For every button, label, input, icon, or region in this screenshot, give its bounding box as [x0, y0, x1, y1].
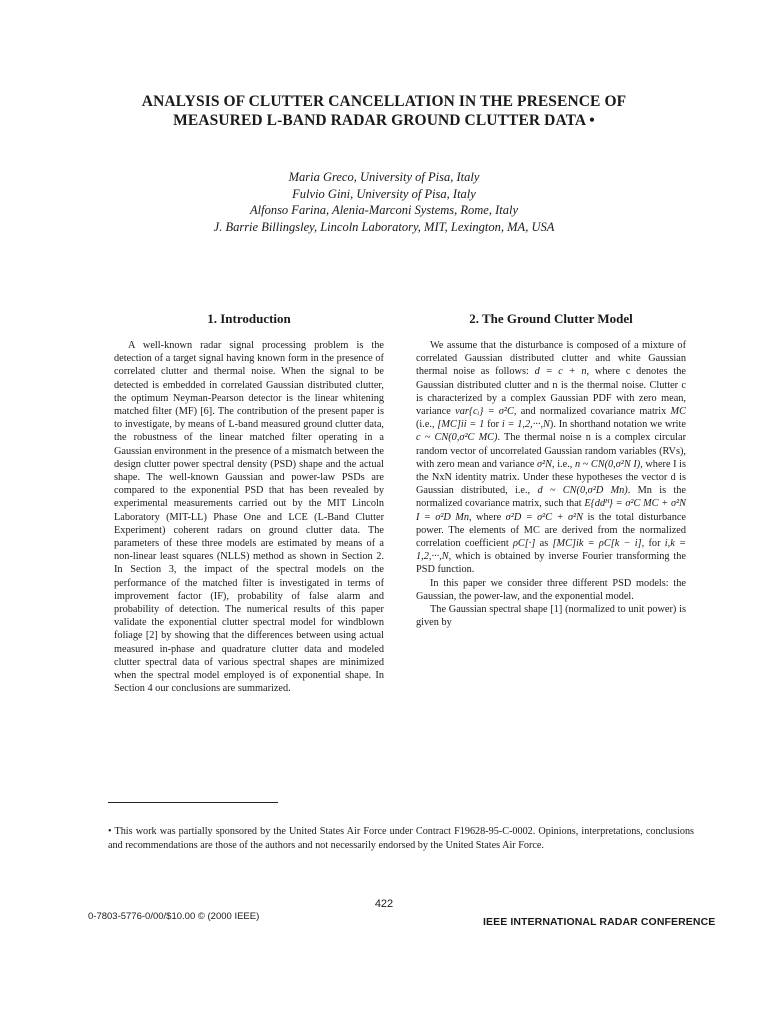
equation-noise-dist: n ~ CN(0,σ²N I) — [574, 458, 641, 470]
text-run: , and normalized covariance matrix — [513, 406, 671, 418]
section-1-heading: 1. Introduction — [207, 311, 291, 326]
equation-disturbance-dist: d ~ CN(0,σ²D Mn) — [537, 485, 628, 497]
section-2-body — [416, 339, 686, 629]
equation-disturbance: d = c + n — [534, 366, 587, 378]
page-number: 422 — [374, 898, 394, 910]
paper-title — [60, 92, 708, 130]
equation-noise-var: σ²N — [536, 458, 553, 470]
equation-variance: var{cᵢ} = σ²C — [455, 406, 514, 418]
author-2: Fulvio Gini, University of Pisa, Italy — [292, 186, 476, 201]
text-run: , where I is the NxN identity matrix. Under these hypotheses the vector d is Gaussian distributed, i.e., — [416, 458, 686, 497]
title-line-2: MEASURED L-BAND RADAR GROUND CLUTTER DATA • — [173, 112, 595, 129]
equation-correlation: ρC[·] — [512, 538, 536, 550]
text-run: for — [484, 419, 502, 431]
section-1-body — [114, 339, 384, 695]
text-run: , for — [641, 538, 665, 550]
gaussian-shape-paragraph: The Gaussian spectral shape [1] (normalized to unit power) is given by — [416, 604, 686, 629]
equation-clutter-dist: c ~ CN(0,σ²C MC) — [416, 432, 498, 444]
footnote: • This work was partially sponsored by the United States Air Force under Contract F19628-95-C-0002. Opinions, interpretations, conclusions and recommendations are those of the authors and not necessarily endorsed by the United States Air Force. — [108, 826, 694, 851]
text-run: as — [535, 538, 553, 550]
text-run: , where c denotes the Gaussian distributed clutter and n is the thermal noise. Clutter c is characterized by a complex Gaussian PDF with zero mean, variance — [416, 366, 686, 418]
author-3: Alfonso Farina, Alenia-Marconi Systems, Rome, Italy — [249, 203, 518, 217]
text-run: , which is obtained by inverse Fourier transforming the PSD function. — [416, 551, 686, 576]
conference-name: IEEE INTERNATIONAL RADAR CONFERENCE — [483, 916, 716, 928]
footnote-rule — [108, 802, 278, 803]
text-run: ). In shorthand notation we write — [549, 419, 686, 431]
psd-models-paragraph: In this paper we consider three different PSD models: the Gaussian, the power-law, and the exponential model. — [416, 577, 686, 602]
equation-index-range: i = 1,2,···,N — [501, 419, 550, 431]
author-list — [60, 169, 708, 235]
text-run: , i.e., — [552, 458, 575, 470]
text-run: , where — [469, 511, 506, 523]
text-run: is the total disturbance power. The elements of MC are derived from the normalized correlation coefficient — [416, 511, 686, 550]
title-line-1: ANALYSIS OF CLUTTER CANCELLATION IN THE PRESENCE OF — [141, 93, 627, 110]
text-run: (i.e., — [416, 419, 438, 431]
intro-paragraph: A well-known radar signal processing problem is the detection of a target signal having known form in the presence of correlated clutter and thermal noise. When the signal to be detected is embedded in correlated Gaussian distributed clutter, the optimum Neyman-Pearson detector is the linear whitening matched filter (MF) [6]. The contribution of the present paper is to investigate, by means of L-band measured ground clutter data, the robustness of the linear matched filter operating in a Gaussian environment in the presence of a mismatch between the design clutter power spectral density (PSD) shape and the actual shape. The well-known Gaussian and power-law PSDs are compared to the exponential PSD that has been revealed by experimental measurements carried out by the MIT Lincoln Laboratory (MIT-LL) Phase One and LCE (L-Band Clutter Experiment) coherent radars on ground clutter data. The parameters of these three models are estimated by means of a non-linear least squares (NLLS) method as shown in Section 2. In Section 3, the impact of the spectral models on the performance of the matched filter is investigated in terms of improvement factor (IF), probability of false alarm and probability of detection. The numerical results of this paper validate the exponential clutter spectral model for windblown foliage [2] by showing that the differences between using actual measured in-phase and quadrature clutter data and modeled clutter spectral data of various spectral shapes are minimized when the spectral model employed is of exponential shape. In Section 4 our conclusions are summarized. — [114, 340, 384, 695]
author-1: Maria Greco, University of Pisa, Italy — [288, 170, 480, 184]
equation-mc-diagonal: [MC]ii = 1 — [437, 419, 485, 431]
text-run: We assume that the disturbance is composed of a mixture of correlated Gaussian distributed clutter and white Gaussian thermal noise as follows: — [416, 340, 686, 378]
equation-total-power: σ²D = σ²C + σ²N — [505, 511, 583, 523]
equation-mc-elements: [MC]ik = ρC[k − i] — [552, 538, 642, 550]
equation-covariance: E{ddᴴ} = σ²C MC + σ²N I = σ²D Mn — [416, 498, 687, 523]
clutter-model-paragraph — [416, 339, 686, 577]
text-run: . The thermal noise n is a complex circular random vector of uncorrelated Gaussian random variables (RVs), with zero mean and variance — [416, 432, 686, 470]
section-2-heading: 2. The Ground Clutter Model — [469, 311, 633, 326]
equation-matrix-mc: MC — [670, 406, 686, 418]
equation-index-range-2: i,k = 1,2,···,N — [416, 538, 687, 563]
isbn-line: 0-7803-5776-0/00/$10.00 © (2000 IEEE) — [88, 911, 260, 922]
text-run: . Mn is the normalized covariance matrix, such that — [416, 485, 686, 510]
author-4: J. Barrie Billingsley, Lincoln Laboratory, MIT, Lexington, MA, USA — [213, 219, 555, 234]
